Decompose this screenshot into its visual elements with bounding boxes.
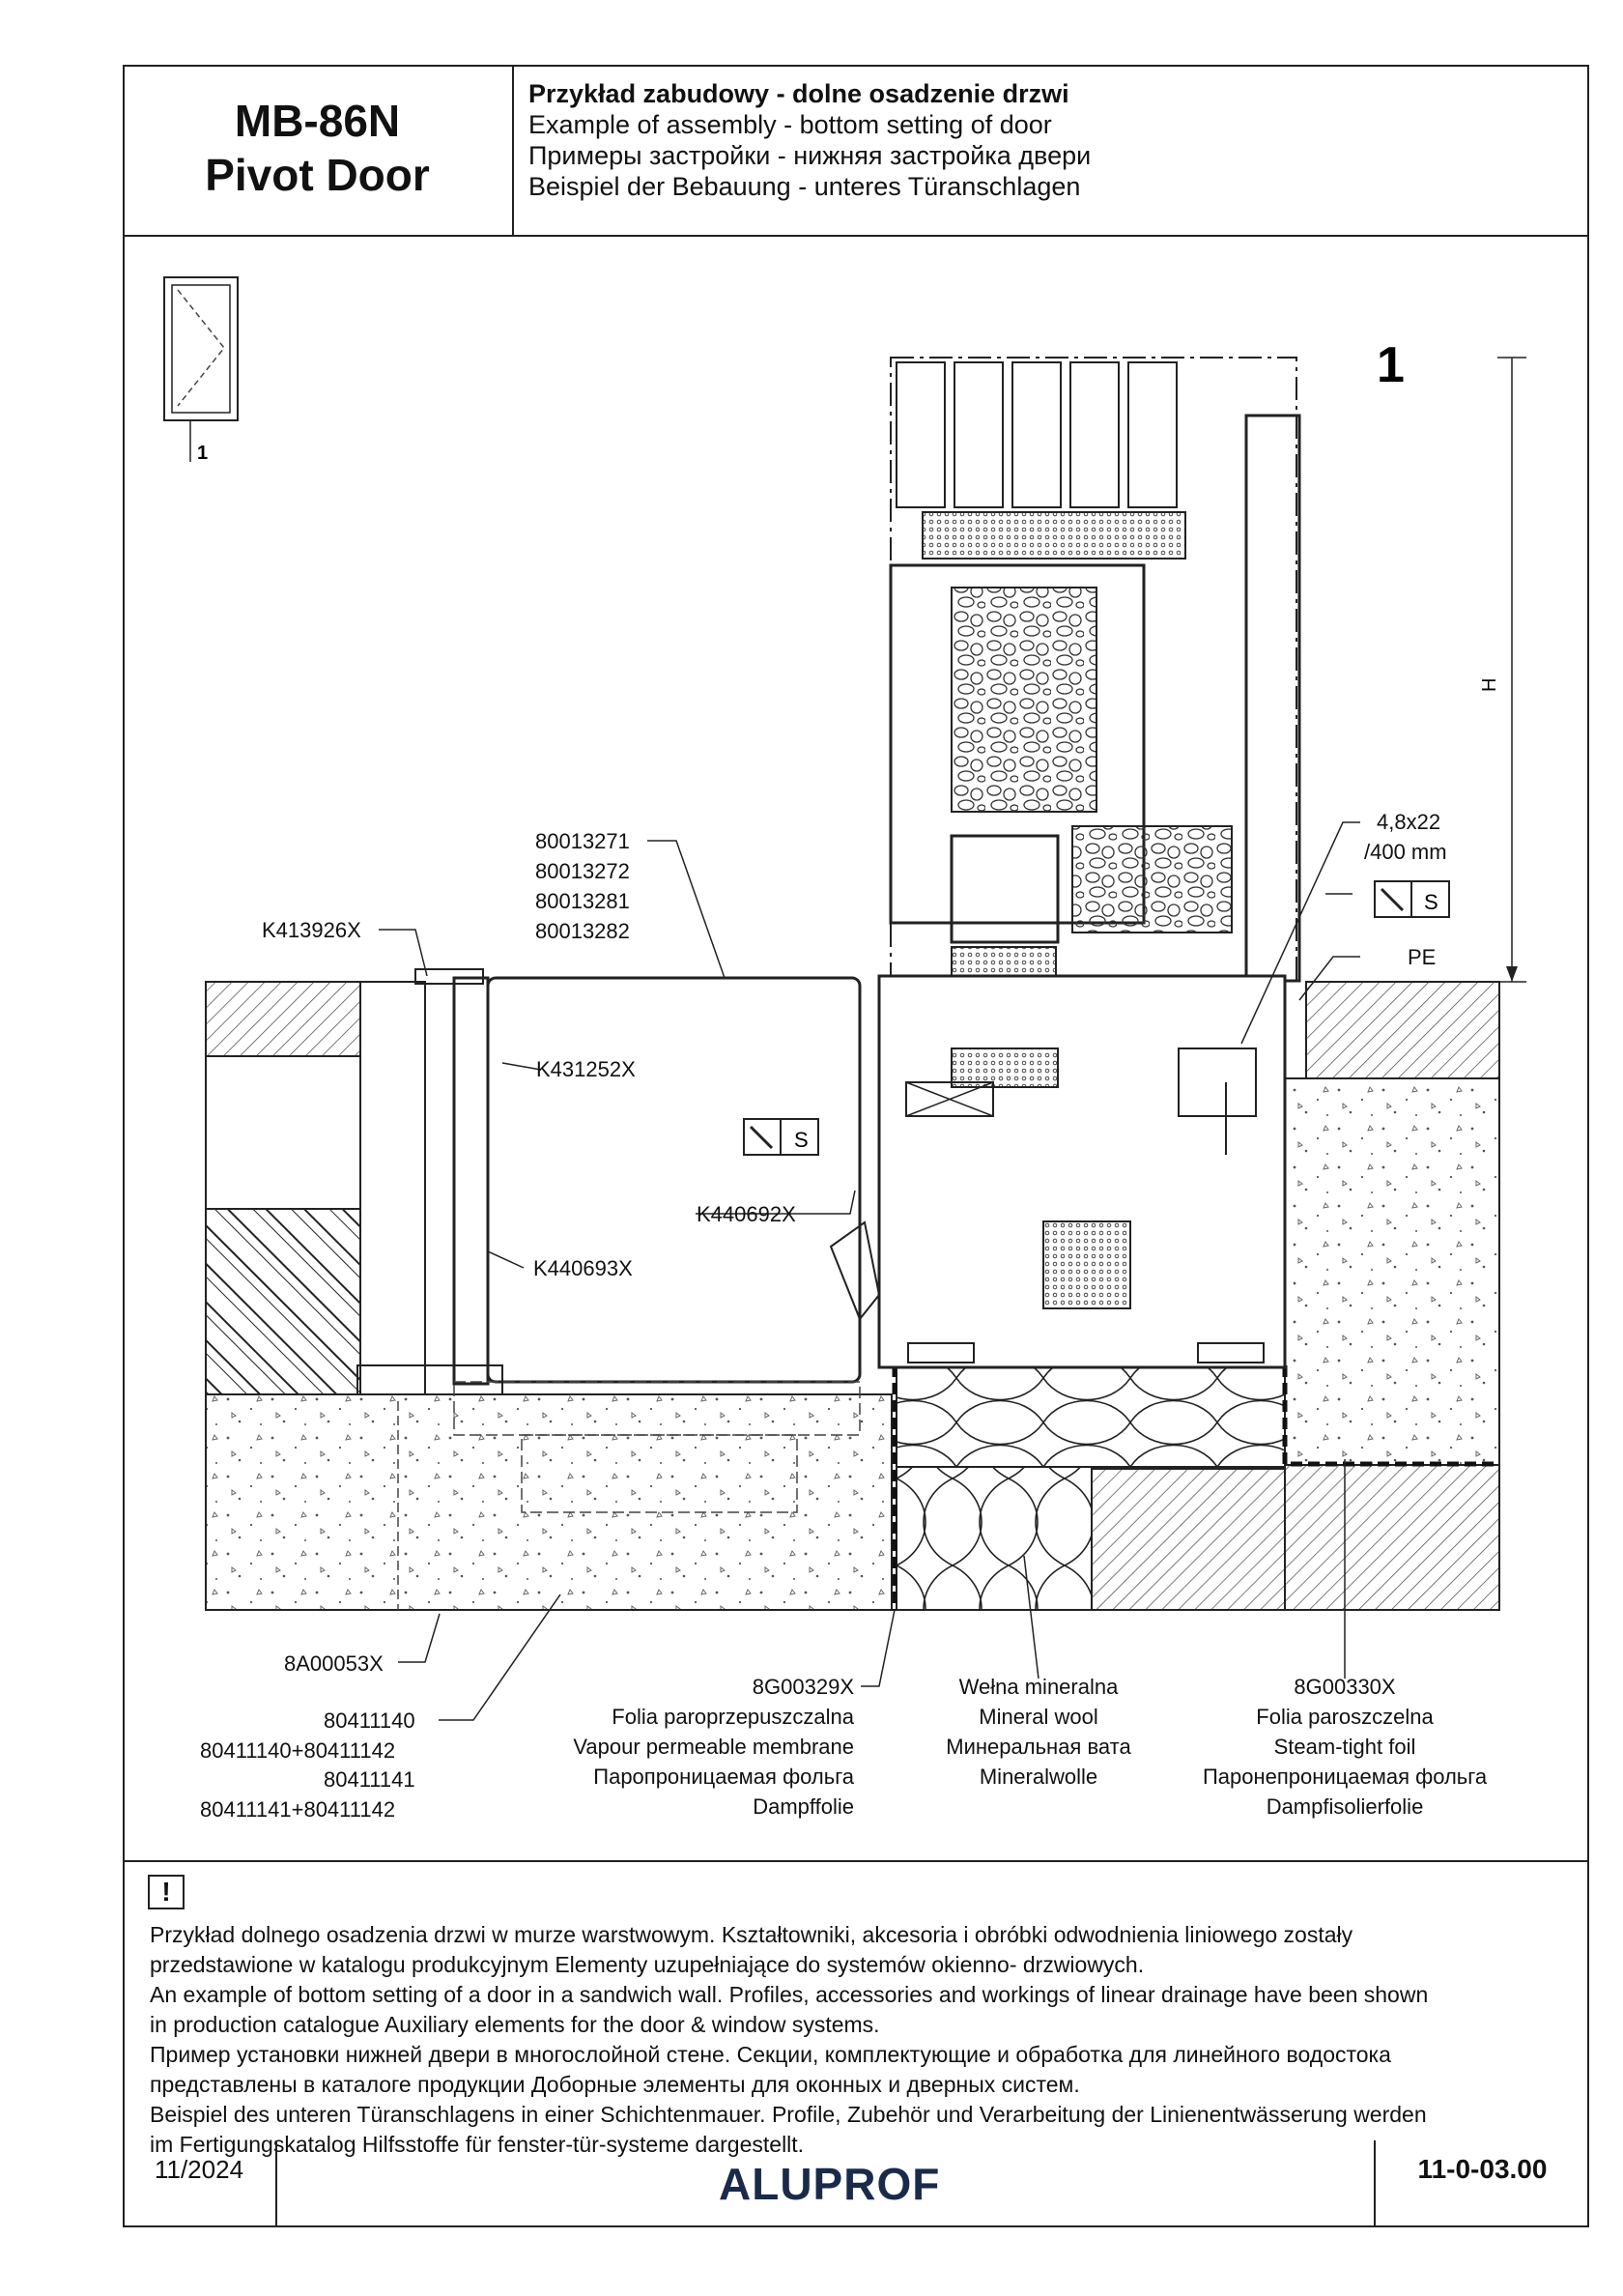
foil-pl: Folia paroszczelna [1256,1705,1434,1729]
foil-label [1203,1675,1488,1819]
note-line-2: przedstawione w katalogu produkcyjnym Elementy uzupełniające do systemów okienno- drzwiowych. [150,1952,1145,1977]
note-line-6: представлены в каталоге продукции Доборные элементы для оконных и дверных систем. [150,2072,1080,2097]
membrane-pl: Folia paroprzepuszczalna [612,1705,854,1729]
pad-code-2: 80411140+80411142 [200,1738,396,1763]
footer [123,2140,1589,2227]
title-ru: Примеры застройки - нижняя застройка двери [528,141,1092,170]
title-en: Example of assembly - bottom setting of door [528,110,1052,139]
code-k413926x: K413926X [262,918,361,942]
wool-en: Mineral wool [979,1705,1098,1729]
notes-text [150,1920,1570,2160]
screw-spec-1: 4,8x22 [1377,810,1441,834]
wool-pl: Wełna mineralna [958,1675,1119,1699]
code-k431252x: K431252X [536,1057,636,1081]
note-line-8: im Fertigungskatalog Hilfsstoffe für fenster-tür-systeme dargestellt. [150,2132,805,2157]
code-k440692x: K440692X [697,1202,796,1226]
threshold-profile [879,976,1285,1367]
wool-de: Mineralwolle [979,1765,1098,1789]
code-k440693x: K440693X [533,1256,633,1280]
title-pl: Przykład zabudowy - dolne osadzenie drzwi [528,79,1069,108]
pad-code-3: 80411141 [324,1767,415,1792]
code-80013282: 80013282 [535,919,630,943]
note-line-7: Beispiel des unteren Türanschlagens in einer Schichtenmauer. Profile, Zubehör und Verarbeitung der Linienentwässerung werden [150,2102,1427,2127]
foil-ru: Паронепроницаемая фольга [1202,1765,1488,1789]
wool-ru: Минеральная вата [946,1735,1131,1759]
thumb-label: 1 [197,443,209,464]
door-leaf-profile [891,358,1299,981]
product-line-2: Pivot Door [205,150,430,200]
warning-icon: ! [148,1875,185,1909]
screw-spec-2: /400 mm [1364,840,1447,864]
code-8a00053x: 8A00053X [284,1651,384,1676]
foil-en: Steam-tight foil [1273,1735,1416,1759]
notes-section [123,1860,1589,2157]
foil-code: 8G00330X [1294,1675,1396,1699]
product-line-1: MB-86N [234,96,401,146]
document-code: 11-0-03.00 [1374,2140,1589,2225]
membrane-ru: Паропроницаемая фольга [593,1765,854,1789]
note-line-1: Przykład dolnego osadzenia drzwi w murze warstwowym. Kształtowniki, akcesoria i obróbki odwodnienia liniowego zostały [150,1922,1353,1947]
wool-label [946,1675,1131,1789]
screw-s-label: S [1424,890,1438,914]
foil-de: Dampfisolierfolie [1266,1794,1424,1819]
section-number: 1 [1377,337,1405,393]
dimension-h [1497,358,1526,982]
membrane-label [573,1675,854,1819]
note-line-3: An example of bottom setting of a door in a sandwich wall. Profiles, accessories and workings of linear drainage have been shown [150,1982,1429,2007]
membrane-en: Vapour permeable membrane [573,1735,854,1759]
dim-label: H [1479,677,1500,692]
note-line-5: Пример установки нижней двери в многослойной стене. Секции, комплектующие и обработка для линейного водостока [150,2042,1391,2067]
right-wall-masonry [1285,982,1499,1610]
code-80013272: 80013272 [535,859,630,883]
pe-label: PE [1408,945,1437,969]
sealant-s-label: S [794,1128,809,1152]
membrane-code: 8G00329X [752,1675,854,1699]
door-thumbnail [164,277,238,462]
title-de: Beispiel der Bebauung - unteres Türanschlagen [528,172,1081,201]
membrane-de: Dampffolie [753,1794,854,1819]
code-80013281: 80013281 [535,889,630,913]
code-80013271: 80013271 [535,829,630,853]
pad-code-1: 80411140 [324,1708,415,1733]
left-wall-masonry [206,982,425,1394]
issue-date: 11/2024 [123,2140,277,2225]
aluprof-logo: ALUPROF [719,2159,941,2209]
note-line-4: in production catalogue Auxiliary elements for the door & window systems. [150,2012,880,2037]
pad-code-4: 80411141+80411142 [200,1797,396,1822]
